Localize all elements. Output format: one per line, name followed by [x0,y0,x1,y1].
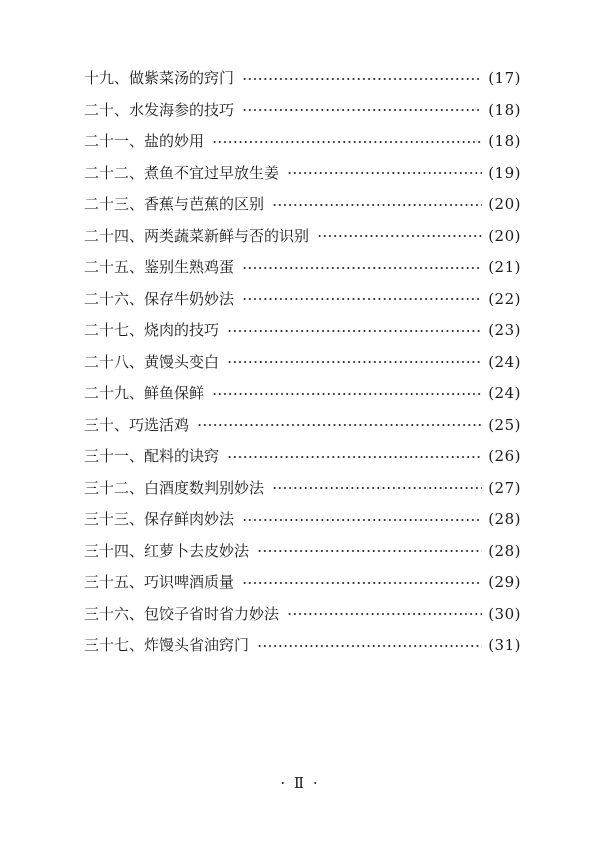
toc-entry[interactable] [84,567,521,599]
dot-leader [242,108,482,112]
toc-entry-title: 二十五、鉴别生熟鸡蛋 [84,258,235,277]
toc-entry-page: (17) [488,69,521,88]
toc-entry-title: 二十七、烧肉的技巧 [84,321,220,340]
dot-leader [242,518,482,522]
dot-leader [242,77,482,81]
toc-entry-title: 二十二、煮鱼不宜过早放生姜 [84,163,280,182]
toc-entry-title: 三十六、包饺子省时省力妙法 [84,604,280,623]
toc-entry-page: (24) [488,384,521,403]
toc-entry-page: (18) [488,100,521,119]
toc-entry[interactable] [84,410,521,442]
dot-leader [242,266,482,270]
toc-entry-page: (25) [488,415,521,434]
toc-entry-title: 三十七、炸馒头省油窍门 [84,636,250,655]
dot-leader [227,455,482,459]
toc-entry[interactable] [84,536,521,568]
dot-leader [197,423,482,427]
toc-entry-title: 二十一、盐的妙用 [84,132,205,151]
toc-entry-title: 二十八、黄馒头变白 [84,352,220,371]
toc-entry[interactable] [84,347,521,379]
dot-leader [272,486,482,490]
toc-entry-title: 二十、水发海参的技巧 [84,100,235,119]
dot-leader [212,140,482,144]
toc-entry-page: (22) [488,289,521,308]
toc-entry[interactable] [84,630,521,662]
toc-entry-page: (31) [488,636,521,655]
toc-entry[interactable] [84,599,521,631]
toc-entry-title: 三十三、保存鲜肉妙法 [84,510,235,529]
toc-entry[interactable] [84,473,521,505]
toc-entry-page: (18) [488,132,521,151]
toc-entry-title: 二十三、香蕉与芭蕉的区别 [84,195,265,214]
toc-entry-page: (23) [488,321,521,340]
toc-entry-page: (20) [488,226,521,245]
toc-entry[interactable] [84,315,521,347]
dot-leader [212,392,482,396]
dot-leader [257,644,482,648]
toc-entry-title: 二十九、鲜鱼保鲜 [84,384,205,403]
toc-entry-page: (19) [488,163,521,182]
toc-entry[interactable] [84,126,521,158]
toc-entry-title: 三十四、红萝卜去皮妙法 [84,541,250,560]
toc-entry[interactable] [84,221,521,253]
toc-entry[interactable] [84,252,521,284]
toc-entry-page: (24) [488,352,521,371]
dot-leader [227,329,482,333]
toc-entry-title: 三十二、白酒度数判别妙法 [84,478,265,497]
toc-entry-title: 二十四、两类蔬菜新鲜与否的识别 [84,226,310,245]
page-number: · Ⅱ · [280,774,320,792]
toc-entry-page: (20) [488,195,521,214]
toc-entry-page: (27) [488,478,521,497]
toc-entry[interactable] [84,95,521,127]
toc-entry[interactable] [84,378,521,410]
toc-entry[interactable] [84,284,521,316]
toc-entry[interactable] [84,441,521,473]
dot-leader [317,234,482,238]
dot-leader [227,360,482,364]
toc-entry-page: (29) [488,573,521,592]
toc-entry-title: 三十五、巧识啤酒质量 [84,573,235,592]
dot-leader [242,581,482,585]
toc-entry[interactable] [84,158,521,190]
toc-entry-page: (30) [488,604,521,623]
dot-leader [257,549,482,553]
toc-entry[interactable] [84,189,521,221]
dot-leader [272,203,482,207]
table-of-contents [84,63,521,662]
toc-entry-page: (28) [488,510,521,529]
dot-leader [287,612,482,616]
toc-entry[interactable] [84,504,521,536]
toc-entry[interactable] [84,63,521,95]
toc-entry-page: (28) [488,541,521,560]
toc-entry-page: (21) [488,258,521,277]
dot-leader [242,297,482,301]
toc-entry-title: 三十一、配料的诀窍 [84,447,220,466]
toc-entry-title: 十九、做紫菜汤的窍门 [84,69,235,88]
toc-entry-title: 二十六、保存牛奶妙法 [84,289,235,308]
toc-entry-title: 三十、巧选活鸡 [84,415,190,434]
dot-leader [287,171,482,175]
toc-entry-page: (26) [488,447,521,466]
